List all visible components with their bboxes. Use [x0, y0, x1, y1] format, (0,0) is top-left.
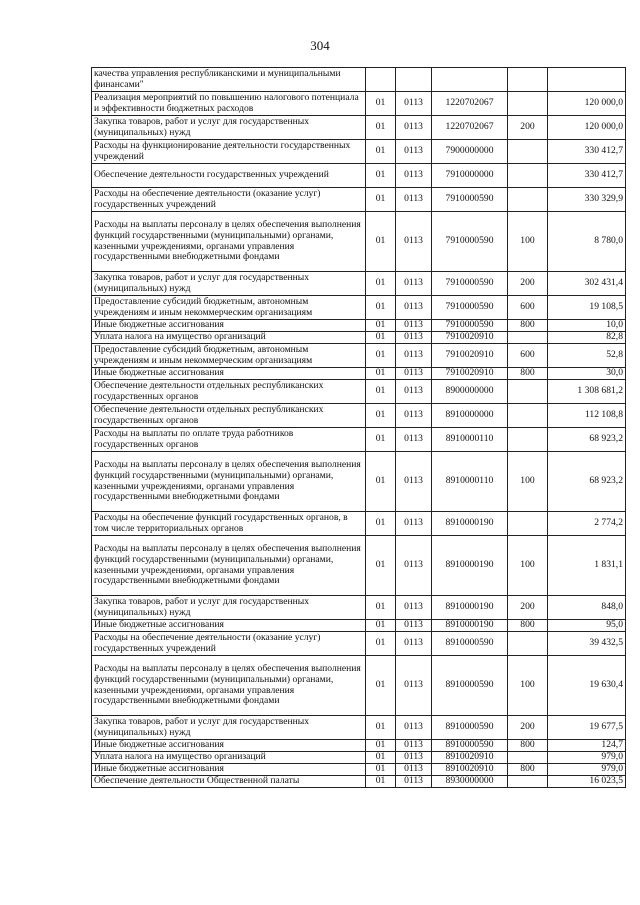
row-subsection-cell: 0113 — [396, 752, 432, 764]
row-amount-cell: 19 677,5 — [548, 716, 626, 740]
table-row — [92, 536, 626, 596]
row-subsection-cell: 0113 — [396, 332, 432, 344]
row-subsection-cell: 0113 — [396, 344, 432, 368]
page-number: 304 — [310, 38, 330, 53]
row-target-article-cell: 8910000590 — [432, 716, 508, 740]
row-name-cell: Расходы на выплаты по оплате труда работников государственных органов — [92, 428, 366, 452]
table-row — [92, 452, 626, 512]
row-name-cell: Расходы на обеспечение деятельности (оказание услуг) государственных учреждений — [92, 632, 366, 656]
row-section-cell: 01 — [366, 512, 396, 536]
row-expense-type-cell — [508, 188, 548, 212]
row-subsection-cell: 0113 — [396, 380, 432, 404]
row-target-article-cell — [432, 68, 508, 92]
row-target-article-cell: 8900000000 — [432, 380, 508, 404]
row-expense-type-cell — [508, 512, 548, 536]
budget-table — [91, 67, 626, 788]
row-section-cell: 01 — [366, 428, 396, 452]
table-row — [92, 764, 626, 776]
row-expense-type-cell — [508, 632, 548, 656]
row-expense-type-cell — [508, 92, 548, 116]
row-section-cell: 01 — [366, 404, 396, 428]
row-expense-type-cell: 600 — [508, 296, 548, 320]
row-amount-cell: 95,0 — [548, 620, 626, 632]
table-row — [92, 752, 626, 764]
table-row — [92, 164, 626, 188]
row-subsection-cell: 0113 — [396, 596, 432, 620]
row-subsection-cell: 0113 — [396, 116, 432, 140]
row-section-cell: 01 — [366, 596, 396, 620]
row-expense-type-cell: 200 — [508, 116, 548, 140]
row-subsection-cell: 0113 — [396, 164, 432, 188]
table-row — [92, 620, 626, 632]
row-amount-cell: 16 023,5 — [548, 776, 626, 788]
row-target-article-cell: 1220702067 — [432, 92, 508, 116]
row-name-cell: Расходы на выплаты персоналу в целях обеспечения выполнения функций государственными (муниципальными) органами, казенными учреждениями, органами управления государственными внебюджетными фондами — [92, 452, 366, 512]
row-section-cell: 01 — [366, 164, 396, 188]
row-section-cell: 01 — [366, 92, 396, 116]
table-row — [92, 332, 626, 344]
table-row — [92, 404, 626, 428]
row-subsection-cell: 0113 — [396, 512, 432, 536]
row-expense-type-cell: 800 — [508, 620, 548, 632]
row-expense-type-cell: 800 — [508, 764, 548, 776]
row-amount-cell: 330 412,7 — [548, 140, 626, 164]
row-target-article-cell: 8910000110 — [432, 428, 508, 452]
row-name-cell: Расходы на обеспечение функций государственных органов, в том числе территориальных органов — [92, 512, 366, 536]
table-row — [92, 428, 626, 452]
row-section-cell: 01 — [366, 332, 396, 344]
row-name-cell: Обеспечение деятельности отдельных республиканских государственных органов — [92, 404, 366, 428]
row-section-cell: 01 — [366, 188, 396, 212]
row-section-cell: 01 — [366, 656, 396, 716]
row-amount-cell: 120 000,0 — [548, 116, 626, 140]
row-amount-cell: 30,0 — [548, 368, 626, 380]
row-subsection-cell: 0113 — [396, 656, 432, 716]
row-expense-type-cell: 100 — [508, 212, 548, 272]
row-name-cell: Закупка товаров, работ и услуг для государственных (муниципальных) нужд — [92, 596, 366, 620]
row-target-article-cell: 7910000590 — [432, 320, 508, 332]
row-amount-cell: 19 108,5 — [548, 296, 626, 320]
row-amount-cell: 1 308 681,2 — [548, 380, 626, 404]
row-target-article-cell: 8910000000 — [432, 404, 508, 428]
row-target-article-cell: 8910000590 — [432, 656, 508, 716]
row-expense-type-cell: 200 — [508, 272, 548, 296]
row-name-cell: Иные бюджетные ассигнования — [92, 620, 366, 632]
row-name-cell: Обеспечение деятельности государственных учреждений — [92, 164, 366, 188]
table-row — [92, 512, 626, 536]
row-target-article-cell: 7910000590 — [432, 188, 508, 212]
row-section-cell: 01 — [366, 296, 396, 320]
row-expense-type-cell: 800 — [508, 320, 548, 332]
table-row — [92, 92, 626, 116]
row-expense-type-cell: 600 — [508, 344, 548, 368]
row-section-cell: 01 — [366, 380, 396, 404]
row-name-cell: Уплата налога на имущество организаций — [92, 332, 366, 344]
row-name-cell: Расходы на обеспечение деятельности (оказание услуг) государственных учреждений — [92, 188, 366, 212]
row-section-cell: 01 — [366, 716, 396, 740]
row-section-cell — [366, 68, 396, 92]
table-row — [92, 272, 626, 296]
row-name-cell: Закупка товаров, работ и услуг для государственных (муниципальных) нужд — [92, 272, 366, 296]
row-section-cell: 01 — [366, 212, 396, 272]
row-expense-type-cell: 100 — [508, 656, 548, 716]
row-section-cell: 01 — [366, 140, 396, 164]
table-row — [92, 656, 626, 716]
row-name-cell: Закупка товаров, работ и услуг для государственных (муниципальных) нужд — [92, 716, 366, 740]
row-target-article-cell: 7900000000 — [432, 140, 508, 164]
row-section-cell: 01 — [366, 344, 396, 368]
row-subsection-cell: 0113 — [396, 188, 432, 212]
row-expense-type-cell: 800 — [508, 740, 548, 752]
row-target-article-cell: 8910000190 — [432, 620, 508, 632]
row-section-cell: 01 — [366, 320, 396, 332]
row-target-article-cell: 8910000110 — [432, 452, 508, 512]
row-name-cell: Расходы на выплаты персоналу в целях обеспечения выполнения функций государственными (муниципальными) органами, казенными учреждениями, органами управления государственными внебюджетными фондами — [92, 656, 366, 716]
row-expense-type-cell — [508, 140, 548, 164]
row-subsection-cell: 0113 — [396, 92, 432, 116]
table-row — [92, 368, 626, 380]
row-target-article-cell: 1220702067 — [432, 116, 508, 140]
row-name-cell: Иные бюджетные ассигнования — [92, 368, 366, 380]
table-row — [92, 716, 626, 740]
table-row — [92, 380, 626, 404]
table-row — [92, 320, 626, 332]
row-target-article-cell: 8930000000 — [432, 776, 508, 788]
row-amount-cell: 979,0 — [548, 752, 626, 764]
row-subsection-cell: 0113 — [396, 776, 432, 788]
row-expense-type-cell: 200 — [508, 716, 548, 740]
row-amount-cell: 2 774,2 — [548, 512, 626, 536]
row-target-article-cell: 7910000000 — [432, 164, 508, 188]
row-subsection-cell: 0113 — [396, 368, 432, 380]
row-amount-cell: 19 630,4 — [548, 656, 626, 716]
row-amount-cell: 112 108,8 — [548, 404, 626, 428]
row-section-cell: 01 — [366, 620, 396, 632]
row-amount-cell: 848,0 — [548, 596, 626, 620]
row-subsection-cell: 0113 — [396, 296, 432, 320]
row-subsection-cell: 0113 — [396, 272, 432, 296]
table-row — [92, 296, 626, 320]
row-expense-type-cell — [508, 404, 548, 428]
row-target-article-cell: 7910020910 — [432, 368, 508, 380]
row-amount-cell: 52,8 — [548, 344, 626, 368]
row-target-article-cell: 8910020910 — [432, 752, 508, 764]
row-subsection-cell: 0113 — [396, 620, 432, 632]
row-section-cell: 01 — [366, 116, 396, 140]
row-amount-cell: 124,7 — [548, 740, 626, 752]
row-section-cell: 01 — [366, 752, 396, 764]
table-row — [92, 344, 626, 368]
row-subsection-cell: 0113 — [396, 212, 432, 272]
row-target-article-cell: 8910000590 — [432, 740, 508, 752]
row-amount-cell: 330 412,7 — [548, 164, 626, 188]
row-expense-type-cell: 800 — [508, 368, 548, 380]
row-subsection-cell: 0113 — [396, 632, 432, 656]
table-row — [92, 68, 626, 92]
row-section-cell: 01 — [366, 740, 396, 752]
row-subsection-cell: 0113 — [396, 140, 432, 164]
row-section-cell: 01 — [366, 272, 396, 296]
table-row — [92, 188, 626, 212]
row-name-cell: Реализация мероприятий по повышению налогового потенциала и эффективности бюджетных расходов — [92, 92, 366, 116]
row-amount-cell: 1 831,1 — [548, 536, 626, 596]
row-target-article-cell: 7910020910 — [432, 344, 508, 368]
table-row — [92, 116, 626, 140]
table-row — [92, 740, 626, 752]
row-expense-type-cell — [508, 752, 548, 764]
row-target-article-cell: 8910000590 — [432, 632, 508, 656]
table-row — [92, 632, 626, 656]
budget-table-body — [92, 68, 626, 788]
row-expense-type-cell — [508, 380, 548, 404]
row-subsection-cell: 0113 — [396, 740, 432, 752]
row-name-cell: Уплата налога на имущество организаций — [92, 752, 366, 764]
row-expense-type-cell — [508, 332, 548, 344]
table-row — [92, 140, 626, 164]
row-target-article-cell: 8910000190 — [432, 596, 508, 620]
row-target-article-cell: 7910020910 — [432, 332, 508, 344]
row-expense-type-cell: 100 — [508, 536, 548, 596]
row-target-article-cell: 7910000590 — [432, 272, 508, 296]
row-name-cell: Предоставление субсидий бюджетным, автономным учреждениям и иным некоммерческим организациям — [92, 344, 366, 368]
row-subsection-cell: 0113 — [396, 764, 432, 776]
table-row — [92, 212, 626, 272]
row-subsection-cell — [396, 68, 432, 92]
row-amount-cell: 39 432,5 — [548, 632, 626, 656]
row-amount-cell — [548, 68, 626, 92]
row-expense-type-cell — [508, 428, 548, 452]
row-expense-type-cell — [508, 164, 548, 188]
row-target-article-cell: 7910000590 — [432, 212, 508, 272]
row-amount-cell: 330 329,9 — [548, 188, 626, 212]
row-name-cell: Иные бюджетные ассигнования — [92, 320, 366, 332]
row-target-article-cell: 8910020910 — [432, 764, 508, 776]
row-name-cell: Расходы на выплаты персоналу в целях обеспечения выполнения функций государственными (муниципальными) органами, казенными учреждениями, органами управления государственными внебюджетными фондами — [92, 212, 366, 272]
row-subsection-cell: 0113 — [396, 452, 432, 512]
row-subsection-cell: 0113 — [396, 320, 432, 332]
row-section-cell: 01 — [366, 776, 396, 788]
row-name-cell: Расходы на функционирование деятельности государственных учреждений — [92, 140, 366, 164]
row-name-cell: Иные бюджетные ассигнования — [92, 740, 366, 752]
row-amount-cell: 302 431,4 — [548, 272, 626, 296]
row-amount-cell: 10,0 — [548, 320, 626, 332]
row-target-article-cell: 8910000190 — [432, 512, 508, 536]
row-amount-cell: 8 780,0 — [548, 212, 626, 272]
row-section-cell: 01 — [366, 368, 396, 380]
table-row — [92, 596, 626, 620]
row-amount-cell: 68 923,2 — [548, 428, 626, 452]
row-subsection-cell: 0113 — [396, 716, 432, 740]
row-expense-type-cell — [508, 68, 548, 92]
row-subsection-cell: 0113 — [396, 428, 432, 452]
row-expense-type-cell — [508, 776, 548, 788]
row-name-cell: качества управления республиканскими и муниципальными финансами" — [92, 68, 366, 92]
table-row — [92, 776, 626, 788]
row-name-cell: Закупка товаров, работ и услуг для государственных (муниципальных) нужд — [92, 116, 366, 140]
row-section-cell: 01 — [366, 632, 396, 656]
row-expense-type-cell: 100 — [508, 452, 548, 512]
row-name-cell: Расходы на выплаты персоналу в целях обеспечения выполнения функций государственными (муниципальными) органами, казенными учреждениями, органами управления государственными внебюджетными фондами — [92, 536, 366, 596]
row-amount-cell: 68 923,2 — [548, 452, 626, 512]
row-name-cell: Обеспечение деятельности отдельных республиканских государственных органов — [92, 380, 366, 404]
row-subsection-cell: 0113 — [396, 404, 432, 428]
row-subsection-cell: 0113 — [396, 536, 432, 596]
row-target-article-cell: 8910000190 — [432, 536, 508, 596]
row-section-cell: 01 — [366, 452, 396, 512]
row-amount-cell: 82,8 — [548, 332, 626, 344]
row-name-cell: Обеспечение деятельности Общественной палаты — [92, 776, 366, 788]
row-name-cell: Предоставление субсидий бюджетным, автономным учреждениям и иным некоммерческим организациям — [92, 296, 366, 320]
row-section-cell: 01 — [366, 764, 396, 776]
row-name-cell: Иные бюджетные ассигнования — [92, 764, 366, 776]
row-expense-type-cell: 200 — [508, 596, 548, 620]
row-target-article-cell: 7910000590 — [432, 296, 508, 320]
row-amount-cell: 979,0 — [548, 764, 626, 776]
row-section-cell: 01 — [366, 536, 396, 596]
row-amount-cell: 120 000,0 — [548, 92, 626, 116]
